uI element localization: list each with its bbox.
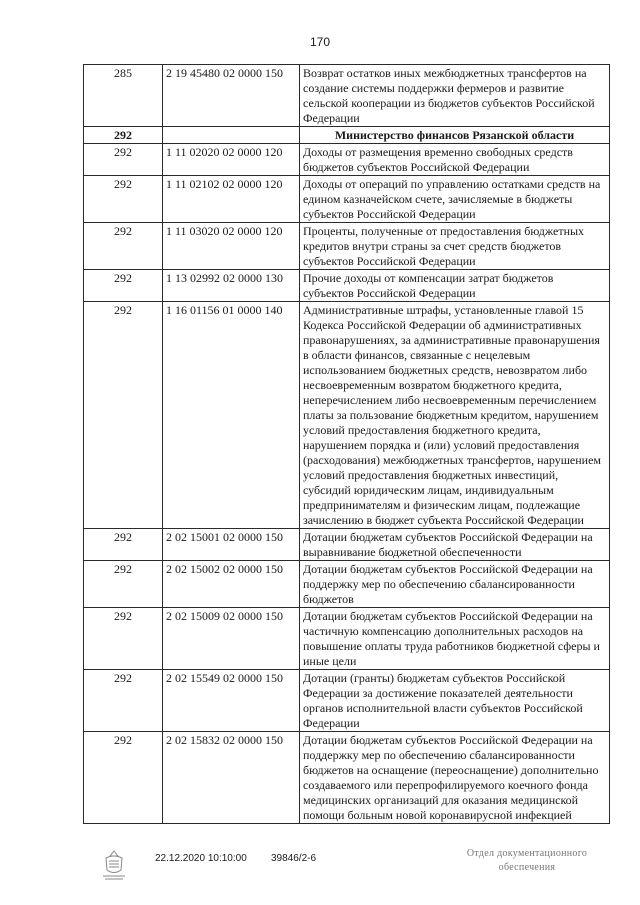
document-number: 39846/2-6 <box>271 853 317 864</box>
table-row <box>84 223 610 270</box>
table-row <box>84 732 610 824</box>
department-stamp-line2: обеспечения <box>498 862 556 873</box>
revenue-code-cell: 1 16 01156 01 0000 140 <box>163 302 300 529</box>
registration-timestamp: 22.12.2020 10:10:00 <box>155 853 247 864</box>
admin-code-cell: 292 <box>84 127 163 144</box>
table-row <box>84 176 610 223</box>
revenue-name-cell: Доходы от размещения временно свободных средств бюджетов субъектов Российской Федерации <box>300 144 610 176</box>
admin-code-cell: 292 <box>84 670 163 732</box>
table-row <box>84 608 610 670</box>
admin-code-cell: 292 <box>84 144 163 176</box>
revenue-code-cell: 2 02 15001 02 0000 150 <box>163 529 300 561</box>
table-row <box>84 302 610 529</box>
department-stamp <box>447 847 607 875</box>
table-row <box>84 127 610 144</box>
admin-code-cell: 292 <box>84 529 163 561</box>
page-number: 170 <box>309 35 331 49</box>
admin-code-cell: 292 <box>84 176 163 223</box>
revenue-name-cell: Административные штрафы, установленные главой 15 Кодекса Российской Федерации об административных правонарушениях, за административные правонарушения в области финансов, связанные с нецелевым использованием бюджетных средств, невозвратом либо несвоевременным возвратом бюджетного кредита, неперечислением либо несвоевременным перечислением платы за пользование бюджетным кредитом, нарушением условий предоставления бюджетного кредита, нарушением порядка и (или) условий предоставления (расходования) межбюджетных трансфертов, нарушением условий предоставления бюджетных инвестиций, субсидий юридическим лицам, индивидуальным предпринимателям и физическим лицам, подлежащие зачислению в бюджет субъекта Российской Федерации <box>300 302 610 529</box>
admin-code-cell: 292 <box>84 302 163 529</box>
revenue-name-cell: Дотации (гранты) бюджетам субъектов Российской Федерации за достижение показателей деятельности органов исполнительной власти субъектов Российской Федерации <box>300 670 610 732</box>
admin-code-cell: 292 <box>84 608 163 670</box>
admin-code-cell: 292 <box>84 223 163 270</box>
table-row <box>84 529 610 561</box>
revenue-code-cell: 2 19 45480 02 0000 150 <box>163 65 300 127</box>
table-body <box>84 65 610 824</box>
revenue-name-cell: Министерство финансов Рязанской области <box>300 127 610 144</box>
department-stamp-line1: Отдел документационного <box>466 848 588 859</box>
admin-code-cell: 292 <box>84 732 163 824</box>
coat-of-arms-icon <box>97 848 131 882</box>
table-row <box>84 65 610 127</box>
revenue-name-cell: Возврат остатков иных межбюджетных трансфертов на создание системы поддержки фермеров и развитие сельской кооперации из бюджетов субъектов Российской Федерации <box>300 65 610 127</box>
table-row <box>84 270 610 302</box>
revenue-code-cell: 1 11 02102 02 0000 120 <box>163 176 300 223</box>
revenue-name-cell: Дотации бюджетам субъектов Российской Федерации на поддержку мер по обеспечению сбалансированности бюджетов на оснащение (переоснащение) дополнительно создаваемого или перепрофилируемого коечного фонда медицинских организаций для оказания медицинской помощи больным новой коронавирусной инфекцией <box>300 732 610 824</box>
revenue-code-cell: 2 02 15549 02 0000 150 <box>163 670 300 732</box>
revenue-code-cell: 2 02 15832 02 0000 150 <box>163 732 300 824</box>
revenue-name-cell: Прочие доходы от компенсации затрат бюджетов субъектов Российской Федерации <box>300 270 610 302</box>
revenue-name-cell: Дотации бюджетам субъектов Российской Федерации на выравнивание бюджетной обеспеченности <box>300 529 610 561</box>
revenue-code-cell: 2 02 15002 02 0000 150 <box>163 561 300 608</box>
revenue-name-cell: Дотации бюджетам субъектов Российской Федерации на частичную компенсацию дополнительных расходов на повышение оплаты труда работников бюджетной сферы и иные цели <box>300 608 610 670</box>
admin-code-cell: 292 <box>84 270 163 302</box>
table-row <box>84 670 610 732</box>
revenue-code-cell: 1 13 02992 02 0000 130 <box>163 270 300 302</box>
revenue-code-cell: 1 11 02020 02 0000 120 <box>163 144 300 176</box>
revenue-name-cell: Доходы от операций по управлению остатками средств на едином казначейском счете, зачисляемые в бюджеты субъектов Российской Федерации <box>300 176 610 223</box>
budget-revenue-table <box>83 64 610 824</box>
revenue-name-cell: Проценты, полученные от предоставления бюджетных кредитов внутри страны за счет средств бюджетов субъектов Российской Федерации <box>300 223 610 270</box>
admin-code-cell: 292 <box>84 561 163 608</box>
revenue-code-cell: 2 02 15009 02 0000 150 <box>163 608 300 670</box>
revenue-code-cell <box>163 127 300 144</box>
revenue-name-cell: Дотации бюджетам субъектов Российской Федерации на поддержку мер по обеспечению сбалансированности бюджетов <box>300 561 610 608</box>
revenue-code-cell: 1 11 03020 02 0000 120 <box>163 223 300 270</box>
table-row <box>84 561 610 608</box>
table-row <box>84 144 610 176</box>
admin-code-cell: 285 <box>84 65 163 127</box>
